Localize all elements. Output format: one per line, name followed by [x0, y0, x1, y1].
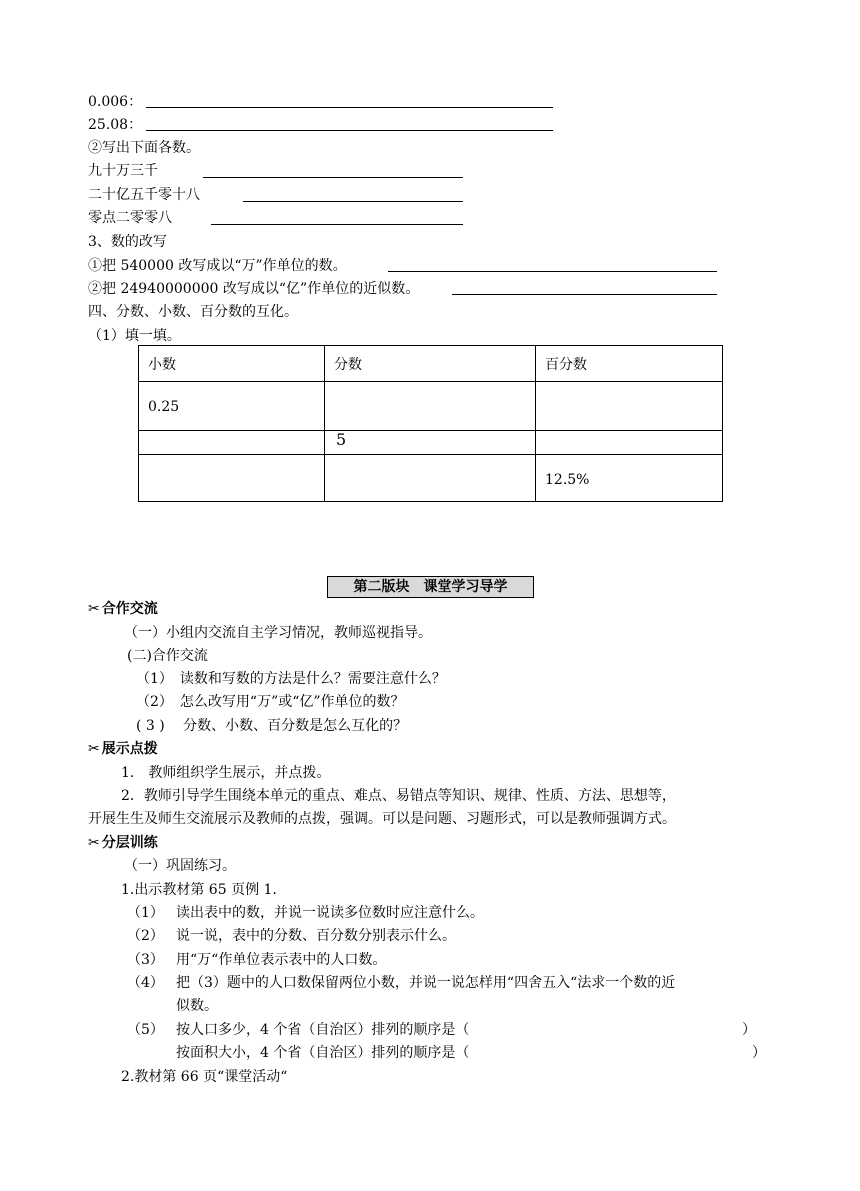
layered-sub: （一）巩固练习。 — [124, 858, 236, 874]
rewrite-item: ①把 540000 改写成以“万”作单位的数。 — [88, 258, 347, 274]
layered-item: 2.教材第 66 页“课堂活动“ — [121, 1069, 288, 1085]
rewrite-item: ②把 24940000000 改写成以“亿”作单位的近似数。 — [88, 281, 420, 297]
answer-blank[interactable] — [146, 107, 553, 108]
table-header: 百分数 — [545, 357, 587, 373]
table-header: 小数 — [148, 357, 176, 373]
coop-heading — [88, 600, 158, 618]
table-divider — [139, 381, 722, 382]
show-line: 2．教师引导学生围绕本单元的重点、难点、易错点等知识、规律、性质、方法、思想等， — [121, 788, 676, 804]
scissors-icon: ✂ — [88, 741, 100, 757]
layered-title: 分层训练 — [101, 835, 158, 851]
coop-line: (二)合作交流 — [127, 648, 208, 664]
layered-item: 1.出示教材第 65 页例 1. — [121, 882, 277, 898]
scissors-icon: ✂ — [88, 835, 100, 851]
write-item: 二十亿五千零十八 — [88, 187, 200, 203]
answer-blank[interactable] — [203, 177, 463, 178]
answer-blank[interactable] — [243, 201, 463, 202]
answer-bracket: ） — [742, 1022, 756, 1038]
table-cell: 0.25 — [148, 399, 180, 415]
question-text: 读出表中的数，并说一说读多位数时应注意什么。 — [176, 905, 484, 921]
table-divider — [324, 346, 325, 501]
table-header: 分数 — [334, 357, 362, 373]
question-number: （4） — [127, 975, 164, 991]
table-divider — [139, 430, 722, 431]
question-text: 把（3）题中的人口数保留两位小数，并说一说怎样用“四舍五入“法求一个数的近 — [176, 975, 676, 991]
answer-blank[interactable] — [146, 130, 553, 131]
table-divider — [139, 454, 722, 455]
table-cell: 5 — [336, 430, 347, 449]
conversion-table — [138, 345, 723, 502]
show-line: 1. 教师组织学生展示，并点拨。 — [121, 765, 331, 781]
question-text: 似数。 — [176, 998, 218, 1014]
show-line: 开展生生及师生交流展示及教师的点拨，强调。可以是问题、习题形式，可以是教师强调方式。 — [88, 811, 676, 827]
question-text: 按人口多少，4 个省（自治区）排列的顺序是（ — [176, 1022, 470, 1038]
table-divider — [535, 346, 536, 501]
write-item: 零点二零零八 — [88, 210, 172, 226]
question-number: （3） — [127, 952, 164, 968]
answer-bracket: ） — [752, 1045, 766, 1061]
write-heading: ②写出下面各数。 — [88, 140, 200, 156]
write-item: 九十万三千 — [88, 163, 158, 179]
question-text: 说一说，表中的分数、百分数分别表示什么。 — [176, 928, 456, 944]
coop-line: （一）小组内交流自主学习情况，教师巡视指导。 — [124, 625, 432, 641]
question-number: （1） — [127, 905, 164, 921]
section-banner: 第二版块 课堂学习导学 — [327, 576, 534, 598]
coop-title: 合作交流 — [101, 601, 158, 617]
show-heading — [88, 740, 158, 758]
coop-question: ( 3 ) 分数、小数、百分数是怎么互化的？ — [136, 718, 408, 734]
answer-blank[interactable] — [388, 271, 717, 272]
coop-question: （1） 读数和写数的方法是什么？需要注意什么？ — [136, 671, 446, 687]
show-title: 展示点拨 — [101, 741, 158, 757]
coop-question: （2） 怎么改写用“万”或“亿”作单位的数？ — [136, 694, 405, 710]
question-text: 按面积大小，4 个省（自治区）排列的顺序是（ — [176, 1045, 470, 1061]
answer-blank[interactable] — [211, 224, 463, 225]
line-2508-label: 25.08： — [88, 117, 143, 133]
question-number: （2） — [127, 928, 164, 944]
fill-heading: （1）填一填。 — [88, 328, 181, 344]
table-cell: 12.5% — [545, 472, 590, 488]
line-0006-label: 0.006： — [88, 94, 143, 110]
scissors-icon: ✂ — [88, 601, 100, 617]
question-number: （5） — [127, 1022, 164, 1038]
section4-heading: 四、分数、小数、百分数的互化。 — [88, 304, 298, 320]
rewrite-heading: 3、数的改写 — [88, 234, 167, 250]
answer-blank[interactable] — [452, 294, 717, 295]
question-text: 用“万“作单位表示表中的人口数。 — [176, 952, 387, 968]
layered-heading — [88, 834, 158, 852]
